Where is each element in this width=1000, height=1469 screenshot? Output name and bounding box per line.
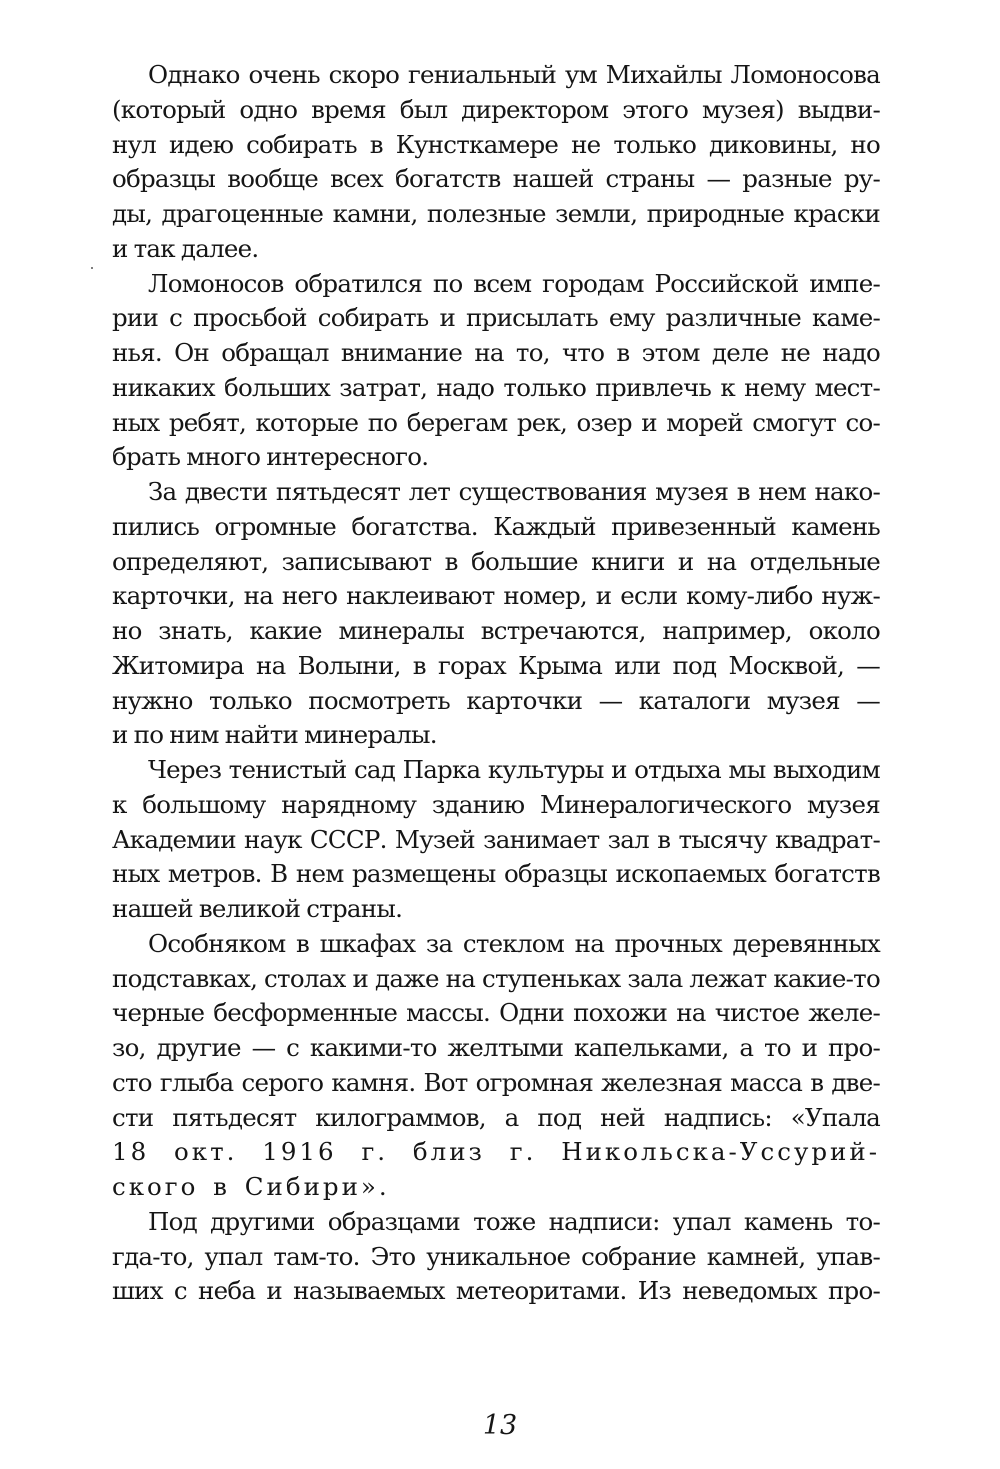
text-line: Особняком в шкафах за стеклом на прочных деревянных	[148, 928, 880, 958]
text-line: подставках, столах и даже на ступеньках зала лежат какие-то	[112, 963, 880, 993]
text-line: сто глыба серого камня. Вот огромная железная масса в две-	[112, 1067, 880, 1097]
text-line: и по ним найти минералы.	[112, 720, 437, 750]
text-line: За двести пятьдесят лет существования музея в нем нако-	[148, 477, 880, 506]
text-line: никаких больших затрат, надо только привлечь к нему мест-	[112, 372, 880, 402]
page-body	[112, 58, 880, 1309]
text-line: нашей великой страны.	[112, 894, 403, 923]
text-line: ных метров. В нем размещены образцы ископаемых богатств	[112, 859, 880, 889]
paragraph-meteorite-exhibit	[112, 927, 880, 1205]
text-line: рии с просьбой собирать и присылать ему различные каме-	[112, 303, 880, 333]
paragraph-lomonosov-appeal	[112, 267, 880, 476]
paragraph-mineralogical-museum	[112, 753, 880, 927]
text-line: к большому нарядному зданию Минералогического музея	[112, 789, 880, 819]
text-line: образцы вообще всех богатств нашей страны — разные ру-	[112, 164, 880, 194]
text-line: и так далее.	[112, 233, 259, 263]
text-line: сти пятьдесят килограммов, а под ней надпись: «Упала	[112, 1102, 880, 1132]
text-line: определяют, записывают в большие книги и на отдельные	[112, 546, 880, 576]
text-line: черные бесформенные массы. Одни похожи на чистое желе-	[112, 998, 880, 1028]
text-line: Академии наук СССР. Музей занимает зал в тысячу квадрат-	[112, 824, 880, 854]
text-line: Житомира на Волыни, в горах Крыма или под Москвой, —	[112, 650, 880, 680]
scan-speck	[91, 267, 93, 269]
paragraph-museum-catalog	[112, 475, 880, 753]
text-line: ды, драгоценные камни, полезные земли, природные краски	[112, 199, 880, 228]
text-line: нул идею собирать в Кунсткамере не только диковины, но	[112, 129, 880, 159]
page-number: 13	[482, 1410, 518, 1441]
text-line: брать много интересного.	[112, 442, 429, 472]
text-line: ных ребят, которые по берегам рек, озер и морей смогут со-	[112, 407, 880, 437]
text-line: пились огромные богатства. Каждый привезенный камень	[112, 511, 880, 541]
text-line: нья. Он обращал внимание на то, что в этом деле не надо	[112, 338, 880, 367]
text-line: Под другими образцами тоже надписи: упал камень то-	[148, 1206, 880, 1236]
text-line: ших с неба и называемых метеоритами. Из неведомых про-	[112, 1276, 880, 1306]
inscription-line: 18 окт. 1916 г. близ г. Никольска-Уссурий-	[112, 1137, 880, 1167]
text-line: Через тенистый сад Парка культуры и отдыха мы выходим	[148, 755, 880, 784]
text-line: но знать, какие минералы встречаются, например, около	[112, 616, 880, 645]
inscription-line: ского в Сибири».	[112, 1172, 390, 1201]
text-line: гда-то, упал там-то. Это уникальное собрание камней, упав-	[112, 1241, 880, 1271]
text-line: карточки, на него наклеивают номер, и если кому-либо нуж-	[112, 581, 880, 611]
text-line: (который одно время был директором этого музея) выдви-	[112, 94, 880, 124]
text-line: Однако очень скоро гениальный ум Михайлы Ломоносова	[148, 60, 880, 89]
text-line: зо, другие — с какими-то желтыми капельками, а то и про-	[112, 1033, 880, 1062]
text-line: нужно только посмотреть карточки — каталоги музея —	[112, 685, 880, 715]
paragraph-meteorite-collection	[112, 1205, 880, 1309]
text-line: Ломоносов обратился по всем городам Российской импе-	[148, 268, 880, 298]
paragraph-lomonosov-idea	[112, 58, 880, 267]
